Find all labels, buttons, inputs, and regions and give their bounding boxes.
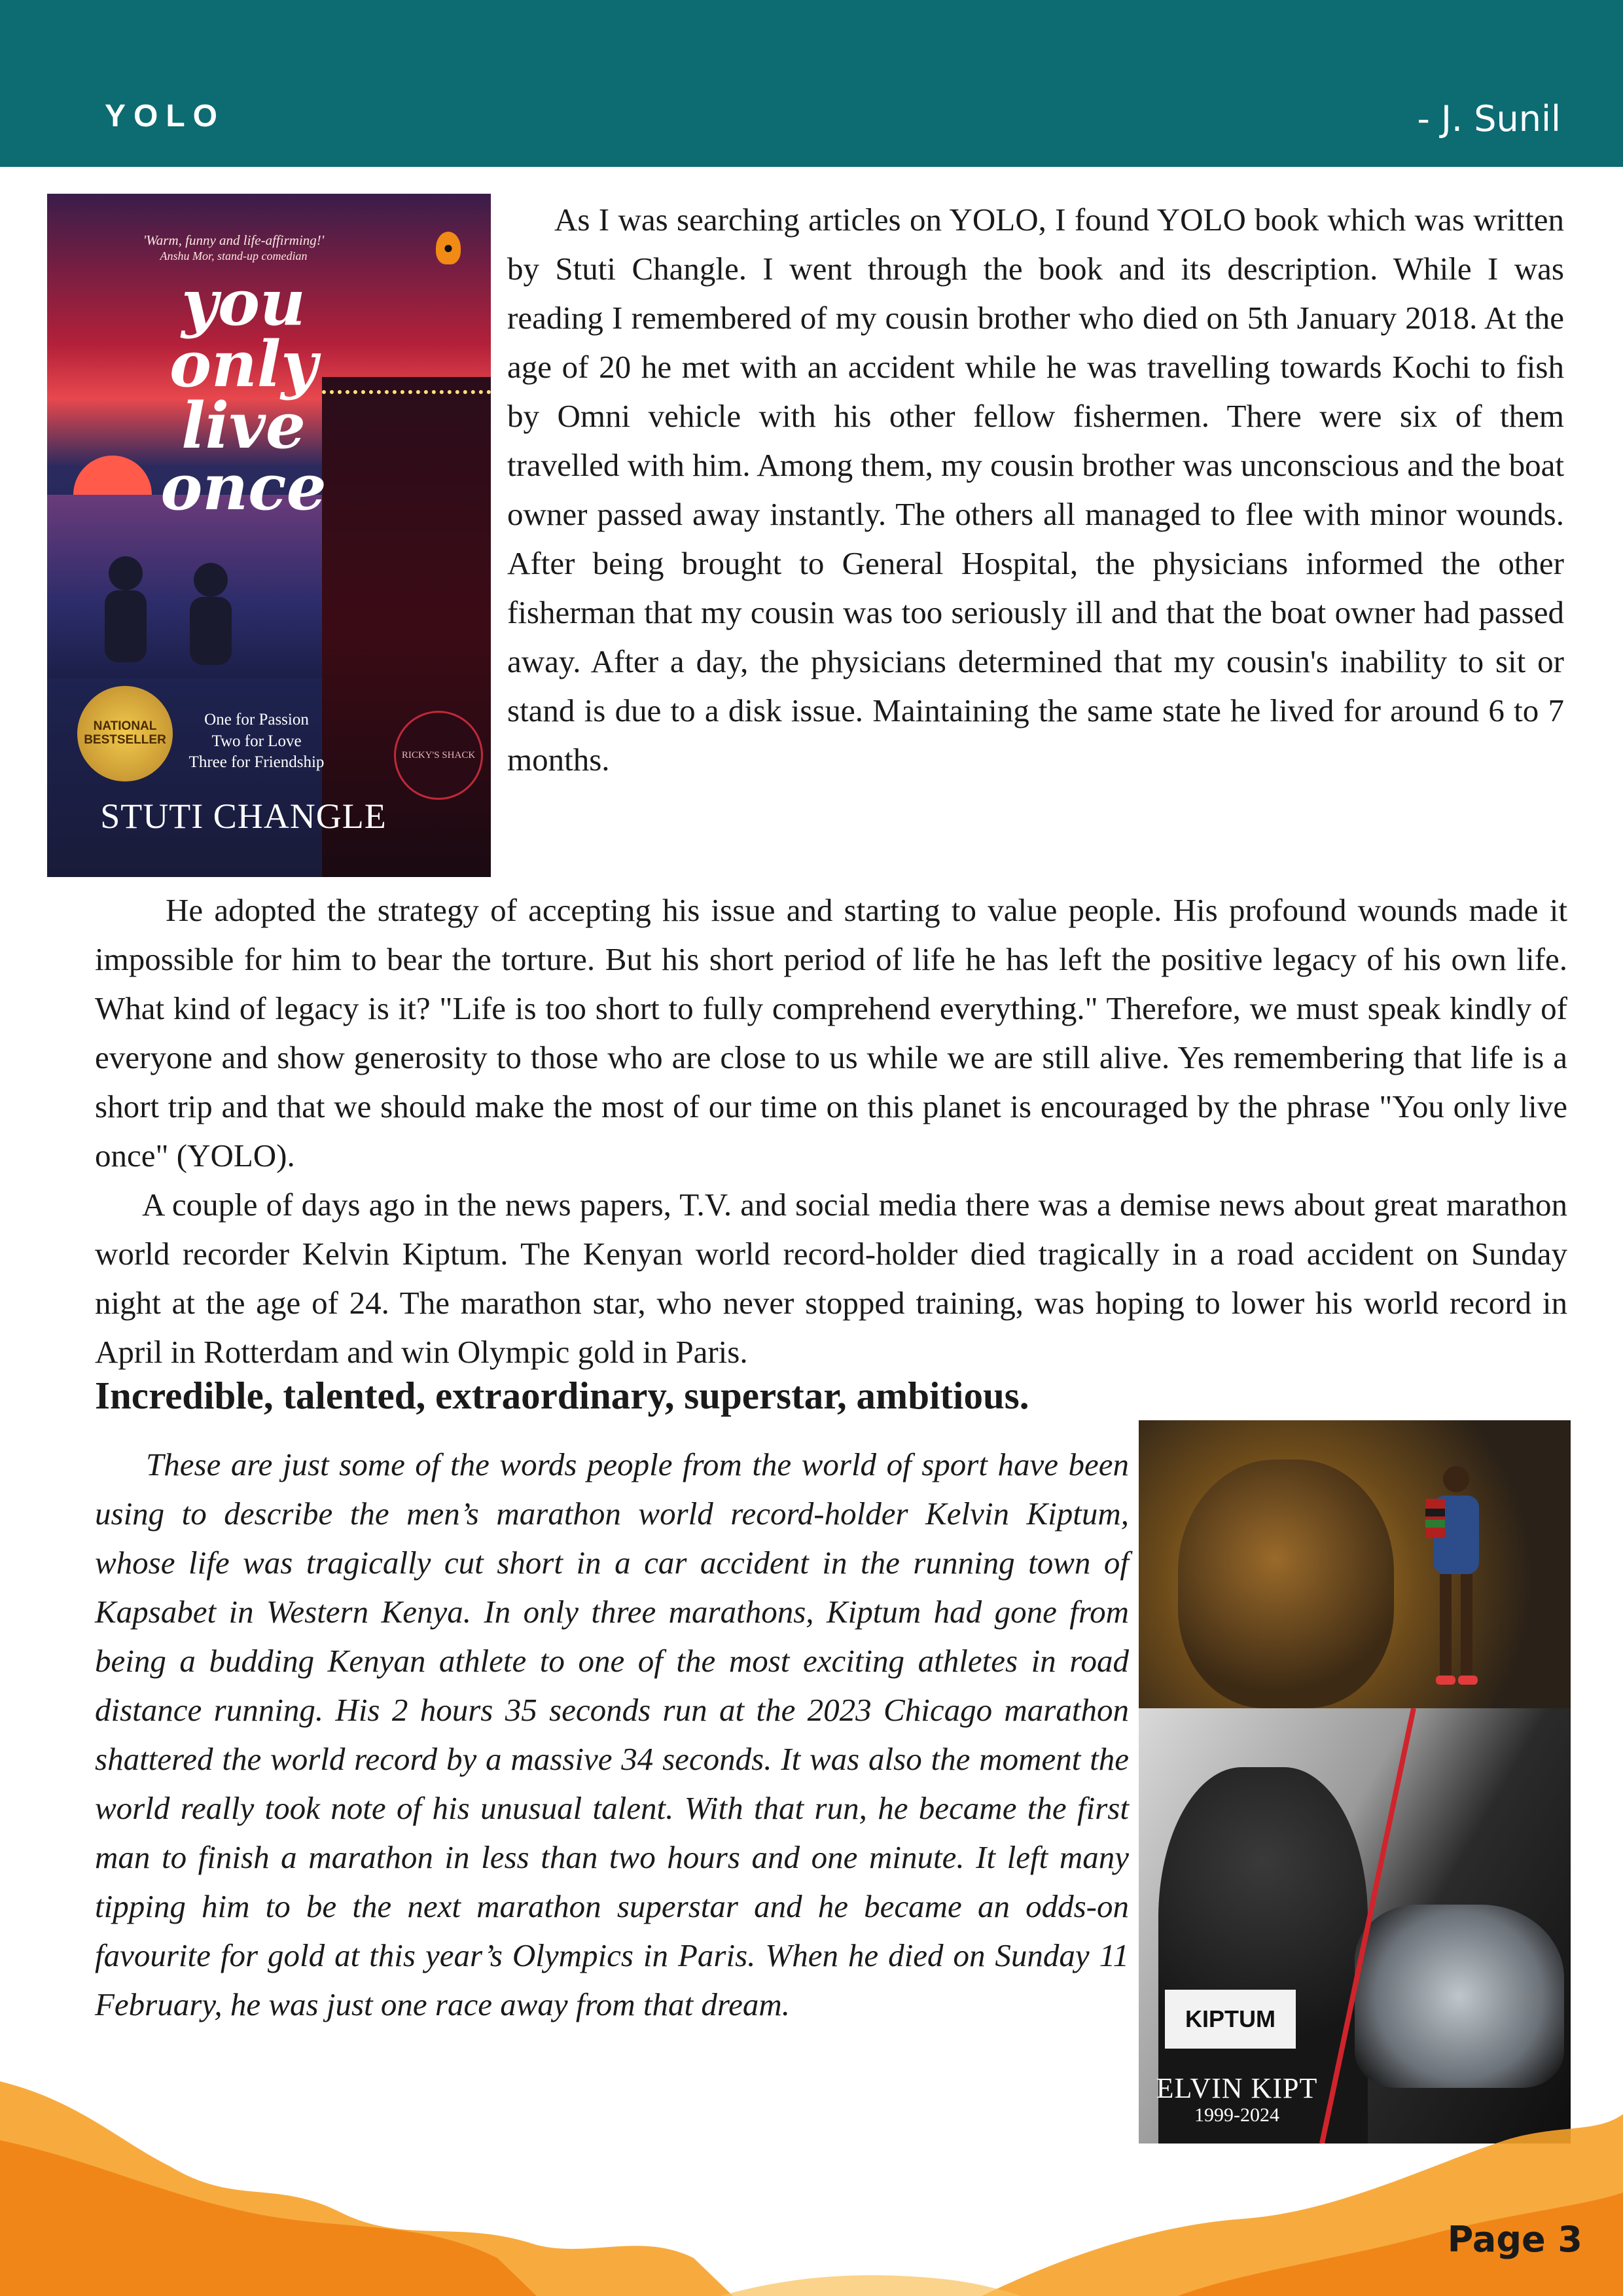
magazine-title: YOLO	[105, 99, 226, 134]
article-paragraph-1: As I was searching articles on YOLO, I found YOLO book which was written by Stuti Changle. I went through the book and its description. While I was reading I remembered of my cousin brother who died on 5th January 2018. At the age of 20 he met with an accident while he was travelling towards Kochi to fish by Omni vehicle with his other fellow fishermen. There were six of them travelled with him. Among them, my cousin brother was unconscious and the boat owner passed away instantly. The others all managed to flee with minor wounds. After being brought to General Hospital, the physicians informed the other fisherman that my cousin was too seriously ill and that the boat owner had passed away. After a day, the physicians determined that my cousin's inability to sit or stand is due to a disk issue. Maintaining the same state he lived for around 6 to 7 months.	[507, 202, 1564, 778]
cover-title	[145, 266, 342, 525]
cover-quote-text: 'Warm, funny and life-affirming!'	[143, 232, 325, 248]
smiling-athlete-face	[1178, 1460, 1394, 1708]
page-header	[0, 0, 1623, 167]
article-paragraph-3: A couple of days ago in the news papers, T.V. and social media there was a demise news about great marathon world recorder Kelvin Kiptum. The Kenyan world record-holder died tragically in a road accident on Sunday night at the age of 24. The marathon star, who never stopped training, was hoping to lower his world record in April in Rotterdam and win Olympic gold in Paris.	[95, 1187, 1567, 1370]
cover-author: STUTI CHANGLE	[100, 797, 387, 836]
cover-quote-attribution: Anshu Mor, stand-up comedian	[160, 249, 308, 263]
kiptum-portrait-photo	[1139, 1420, 1571, 1708]
cover-tagline	[178, 709, 335, 774]
book-cover-image	[47, 194, 491, 877]
cover-title-line: only	[169, 327, 318, 402]
memorial-name: ELVIN KIPT	[1156, 2072, 1318, 2104]
page-number: Page 3	[1447, 2219, 1582, 2260]
string-lights	[322, 390, 491, 399]
cover-title-line: live	[181, 389, 306, 463]
cover-quote	[126, 232, 342, 264]
bestseller-badge: NATIONAL BESTSELLER	[77, 686, 173, 781]
article-subheading: Incredible, talented, extraordinary, superstar, ambitious.	[95, 1374, 1029, 1417]
cover-title-line: you	[181, 266, 306, 340]
cover-title-line: once	[160, 450, 327, 525]
author-credit: - J. Sunil	[1417, 98, 1561, 139]
race-bib: KIPTUM	[1165, 1990, 1296, 2049]
tagline-line: Two for Love	[211, 732, 302, 750]
tagline-line: Three for Friendship	[188, 753, 325, 771]
friends-silhouettes	[86, 534, 309, 665]
article-paragraph-4: These are just some of the words people from the world of sport have been using to describe the men’s marathon world record-holder Kelvin Kiptum, whose life was tragically cut short in a car accident in the running town of Kapsabet in Western Kenya. In only three marathons, Kiptum had gone from being a budding Kenyan athlete to one of the most exciting athletes in road distance running. His 2 hours 35 seconds run at the 2023 Chicago marathon shattered the world record by a massive 34 seconds. It was also the moment the world really took note of his unusual talent. With that run, he became the first man to finish a marathon in less than two hours and one minute. It left many tipping him to be the next marathon superstar and he became an odds-on favourite for gold at this year’s Olympics in Paris. When he died on Sunday 11 February, he was just one race away from that dream.	[95, 1446, 1129, 2022]
tagline-line: One for Passion	[204, 711, 309, 728]
shack-sign: RICKY'S SHACK	[394, 711, 483, 800]
runner-with-flag	[1420, 1460, 1492, 1695]
orange-paint-splash	[0, 2062, 1623, 2296]
penguin-logo-icon: ●	[436, 232, 461, 264]
memorial-years: 1999-2024	[1194, 2104, 1279, 2126]
article-paragraph-2: He adopted the strategy of accepting his issue and starting to value people. His profound wounds made it impossible for him to bear the torture. But his short period of life he has left the positive legacy of his own life. What kind of legacy is it? "Life is too short to fully comprehend everything." Therefore, we must speak kindly of everyone and show generosity to those who are close to us while we are still alive. Yes remembering that life is a short trip and that we should make the most of our time on this planet is encouraged by the phrase "You only live once" (YOLO).	[95, 892, 1567, 1174]
